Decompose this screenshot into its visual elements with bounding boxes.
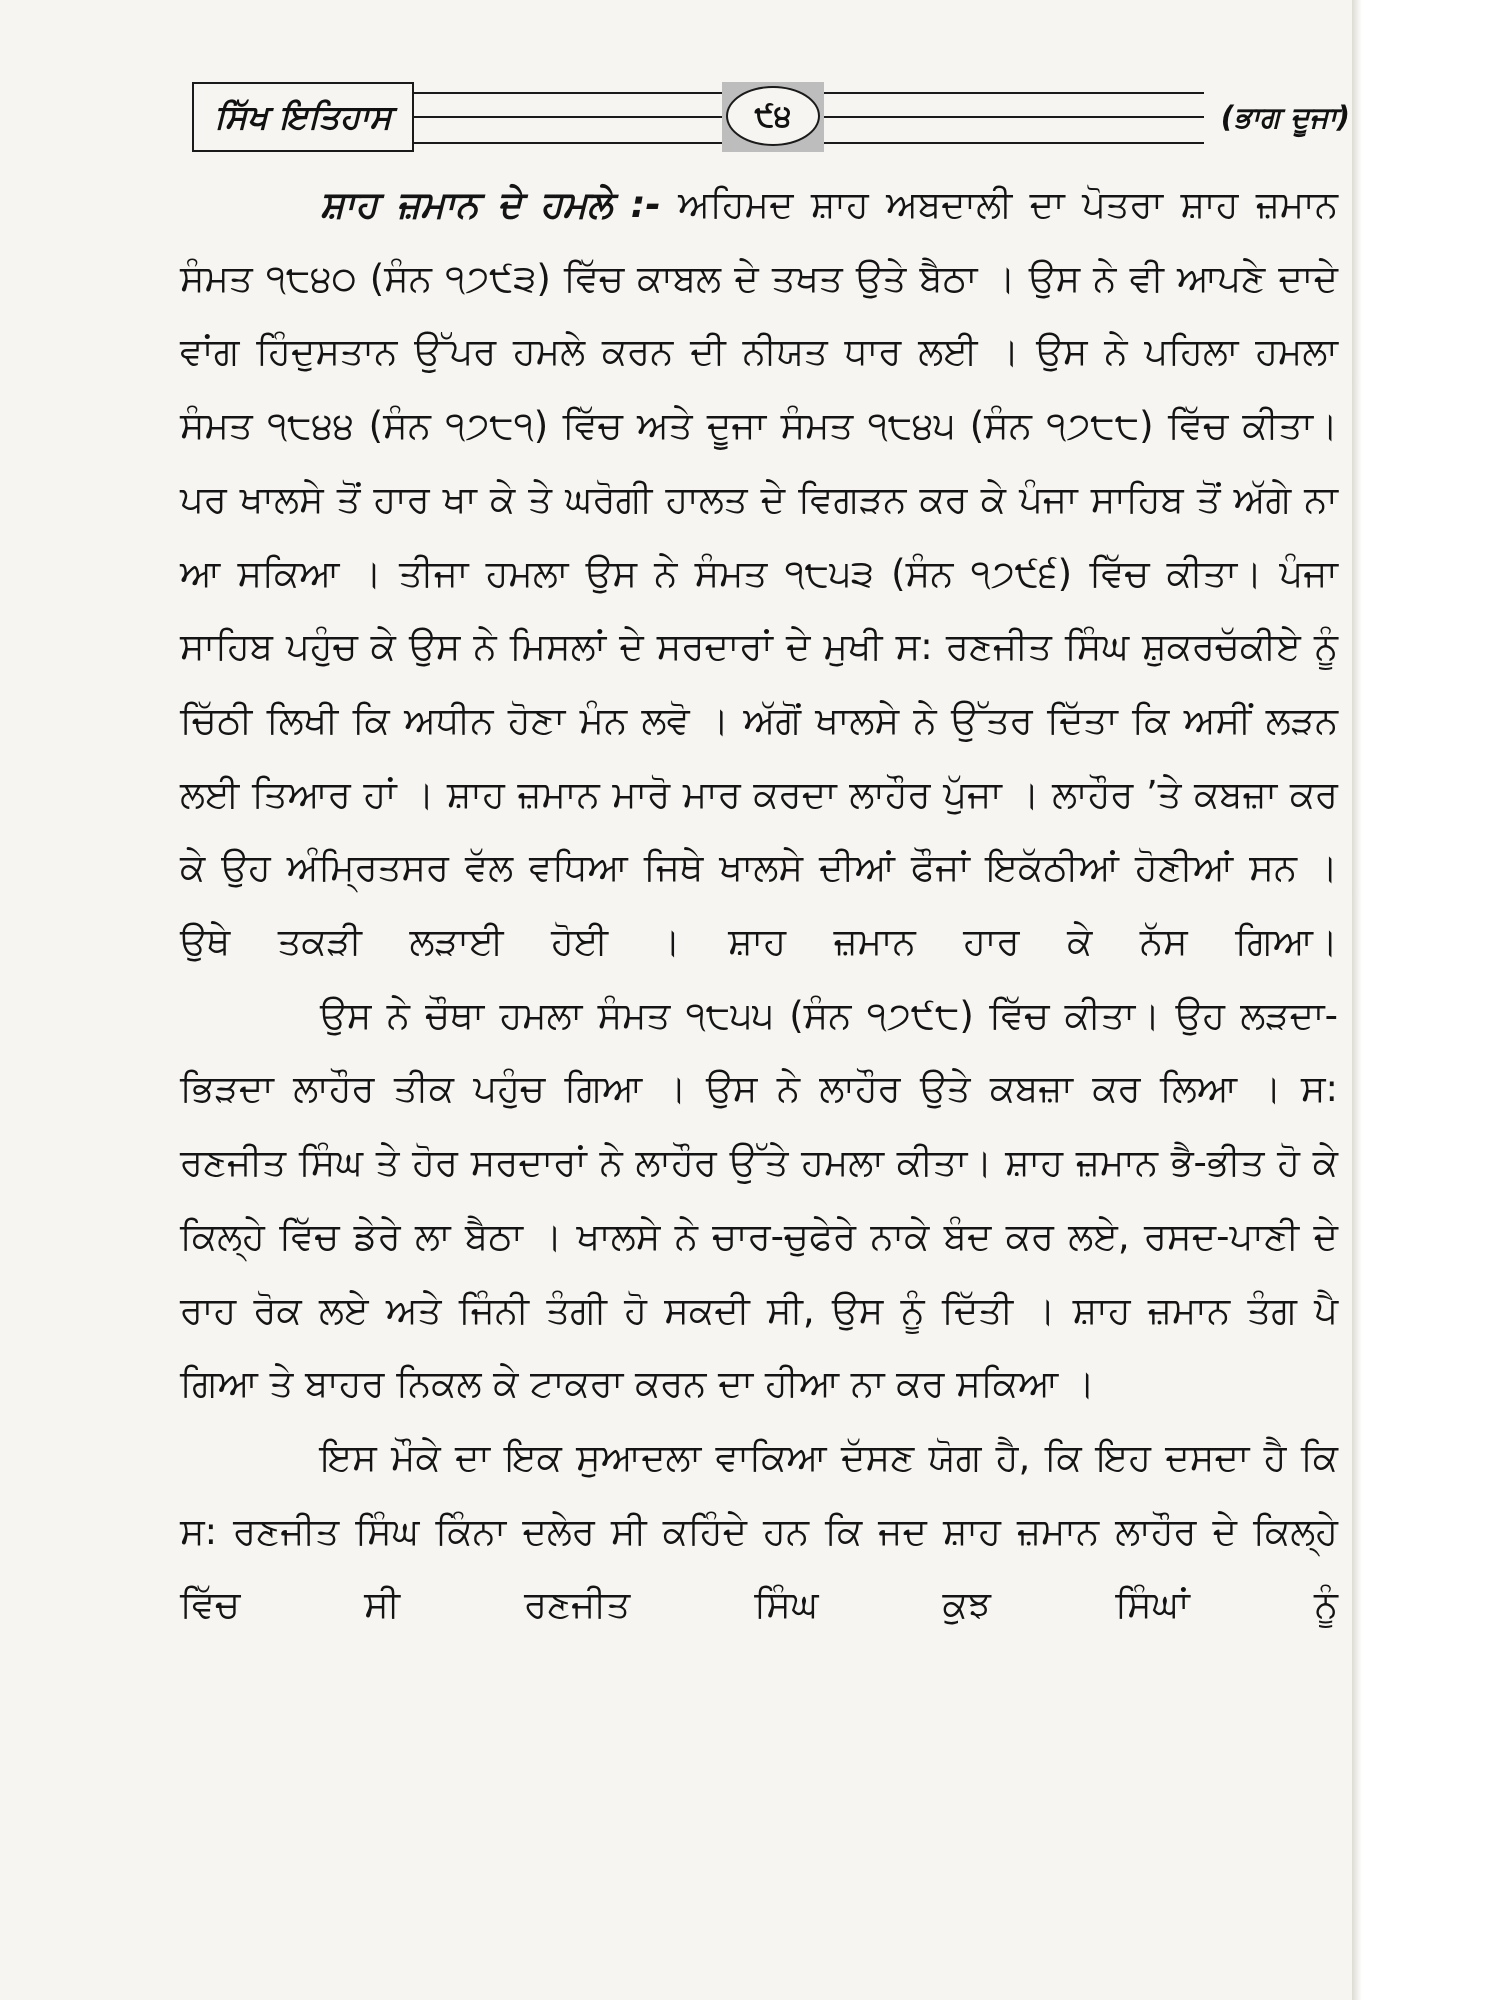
part-label: (ਭਾਗ ਦੂਜਾ) bbox=[1220, 99, 1350, 134]
page-number-frame bbox=[722, 82, 824, 152]
paragraph-2: ਉਸ ਨੇ ਚੌਥਾ ਹਮਲਾ ਸੰਮਤ ੧੮੫੫ (ਸੰਨ ੧੭੯੮) ਵਿੱਚ ਕੀਤਾ। ਉਹ ਲੜਦਾ-ਭਿੜਦਾ ਲਾਹੌਰ ਤੀਕ ਪਹੁੰਚ ਗਿਆ । ਉਸ ਨੇ ਲਾਹੌਰ ਉਤੇ ਕਬਜ਼ਾ ਕਰ ਲਿਆ । ਸ: ਰਣਜੀਤ ਸਿੰਘ ਤੇ ਹੋਰ ਸਰਦਾਰਾਂ ਨੇ ਲਾਹੌਰ ਉੱਤੇ ਹਮਲਾ ਕੀਤਾ। ਸ਼ਾਹ ਜ਼ਮਾਨ ਭੈ-ਭੀਤ ਹੋ ਕੇ ਕਿਲ੍ਹੇ ਵਿੱਚ ਡੇਰੇ ਲਾ ਬੈਠਾ । ਖਾਲਸੇ ਨੇ ਚਾਰ-ਚੁਫੇਰੇ ਨਾਕੇ ਬੰਦ ਕਰ ਲਏ, ਰਸਦ-ਪਾਣੀ ਦੇ ਰਾਹ ਰੋਕ ਲਏ ਅਤੇ ਜਿੰਨੀ ਤੰਗੀ ਹੋ ਸਕਦੀ ਸੀ, ਉਸ ਨੂੰ ਦਿੱਤੀ । ਸ਼ਾਹ ਜ਼ਮਾਨ ਤੰਗ ਪੈ ਗਿਆ ਤੇ ਬਾਹਰ ਨਿਕਲ ਕੇ ਟਾਕਰਾ ਕਰਨ ਦਾ ਹੀਆ ਨਾ ਕਰ ਸਕਿਆ । bbox=[180, 993, 1338, 1406]
paragraph-1 bbox=[180, 168, 1338, 979]
page-edge-shadow bbox=[1352, 0, 1362, 2000]
page-number: ੯੪ bbox=[726, 86, 820, 146]
section-heading: ਸ਼ਾਹ ਜ਼ਮਾਨ ਦੇ ਹਮਲੇ :- bbox=[320, 183, 661, 226]
paragraph-1-text: ਅਹਿਮਦ ਸ਼ਾਹ ਅਬਦਾਲੀ ਦਾ ਪੋਤਰਾ ਸ਼ਾਹ ਜ਼ਮਾਨ ਸੰਮਤ ੧੮੪੦ (ਸੰਨ ੧੭੯੩) ਵਿੱਚ ਕਾਬਲ ਦੇ ਤਖਤ ਉਤੇ ਬੈਠਾ । ਉਸ ਨੇ ਵੀ ਆਪਣੇ ਦਾਦੇ ਵਾਂਗ ਹਿੰਦੁਸਤਾਨ ਉੱਪਰ ਹਮਲੇ ਕਰਨ ਦੀ ਨੀਯਤ ਧਾਰ ਲਈ । ਉਸ ਨੇ ਪਹਿਲਾ ਹਮਲਾ ਸੰਮਤ ੧੮੪੪ (ਸੰਨ ੧੭੮੧) ਵਿੱਚ ਅਤੇ ਦੂਜਾ ਸੰਮਤ ੧੮੪੫ (ਸੰਨ ੧੭੮੮) ਵਿੱਚ ਕੀਤਾ। ਪਰ ਖਾਲਸੇ ਤੋਂ ਹਾਰ ਖਾ ਕੇ ਤੇ ਘਰੋਗੀ ਹਾਲਤ ਦੇ ਵਿਗੜਨ ਕਰ ਕੇ ਪੰਜਾ ਸਾਹਿਬ ਤੋਂ ਅੱਗੇ ਨਾ ਆ ਸਕਿਆ । ਤੀਜਾ ਹਮਲਾ ਉਸ ਨੇ ਸੰਮਤ ੧੮੫੩ (ਸੰਨ ੧੭੯੬) ਵਿੱਚ ਕੀਤਾ। ਪੰਜਾ ਸਾਹਿਬ ਪਹੁੰਚ ਕੇ ਉਸ ਨੇ ਮਿਸਲਾਂ ਦੇ ਸਰਦਾਰਾਂ ਦੇ ਮੁਖੀ ਸ: ਰਣਜੀਤ ਸਿੰਘ ਸ਼ੁਕਰਚੱਕੀਏ ਨੂੰ ਚਿੱਠੀ ਲਿਖੀ ਕਿ ਅਧੀਨ ਹੋਣਾ ਮੰਨ ਲਵੋ । ਅੱਗੋਂ ਖਾਲਸੇ ਨੇ ਉੱਤਰ ਦਿੱਤਾ ਕਿ ਅਸੀਂ ਲੜਨ ਲਈ ਤਿਆਰ ਹਾਂ । ਸ਼ਾਹ ਜ਼ਮਾਨ ਮਾਰੋ ਮਾਰ ਕਰਦਾ ਲਾਹੌਰ ਪੁੱਜਾ । ਲਾਹੌਰ ’ਤੇ ਕਬਜ਼ਾ ਕਰ ਕੇ ਉਹ ਅੰਮ੍ਰਿਤਸਰ ਵੱਲ ਵਧਿਆ ਜਿਥੇ ਖਾਲਸੇ ਦੀਆਂ ਫੌਜਾਂ ਇਕੱਠੀਆਂ ਹੋਣੀਆਂ ਸਨ । ਉਥੇ ਤਕੜੀ ਲੜਾਈ ਹੋਈ । ਸ਼ਾਹ ਜ਼ਮਾਨ ਹਾਰ ਕੇ ਨੱਸ ਗਿਆ। bbox=[180, 183, 1338, 964]
running-header bbox=[192, 82, 1350, 152]
book-title: ਸਿੱਖ ਇਤਿਹਾਸ bbox=[192, 82, 414, 152]
body-text bbox=[180, 168, 1338, 1642]
paragraph-3: ਇਸ ਮੌਕੇ ਦਾ ਇਕ ਸੁਆਦਲਾ ਵਾਕਿਆ ਦੱਸਣ ਯੋਗ ਹੈ, ਕਿ ਇਹ ਦਸਦਾ ਹੈ ਕਿ ਸ: ਰਣਜੀਤ ਸਿੰਘ ਕਿੰਨਾ ਦਲੇਰ ਸੀ ਕਹਿੰਦੇ ਹਨ ਕਿ ਜਦ ਸ਼ਾਹ ਜ਼ਮਾਨ ਲਾਹੌਰ ਦੇ ਕਿਲ੍ਹੇ ਵਿੱਚ ਸੀ ਰਣਜੀਤ ਸਿੰਘ ਕੁਝ ਸਿੰਘਾਂ ਨੂੰ bbox=[180, 1435, 1338, 1627]
